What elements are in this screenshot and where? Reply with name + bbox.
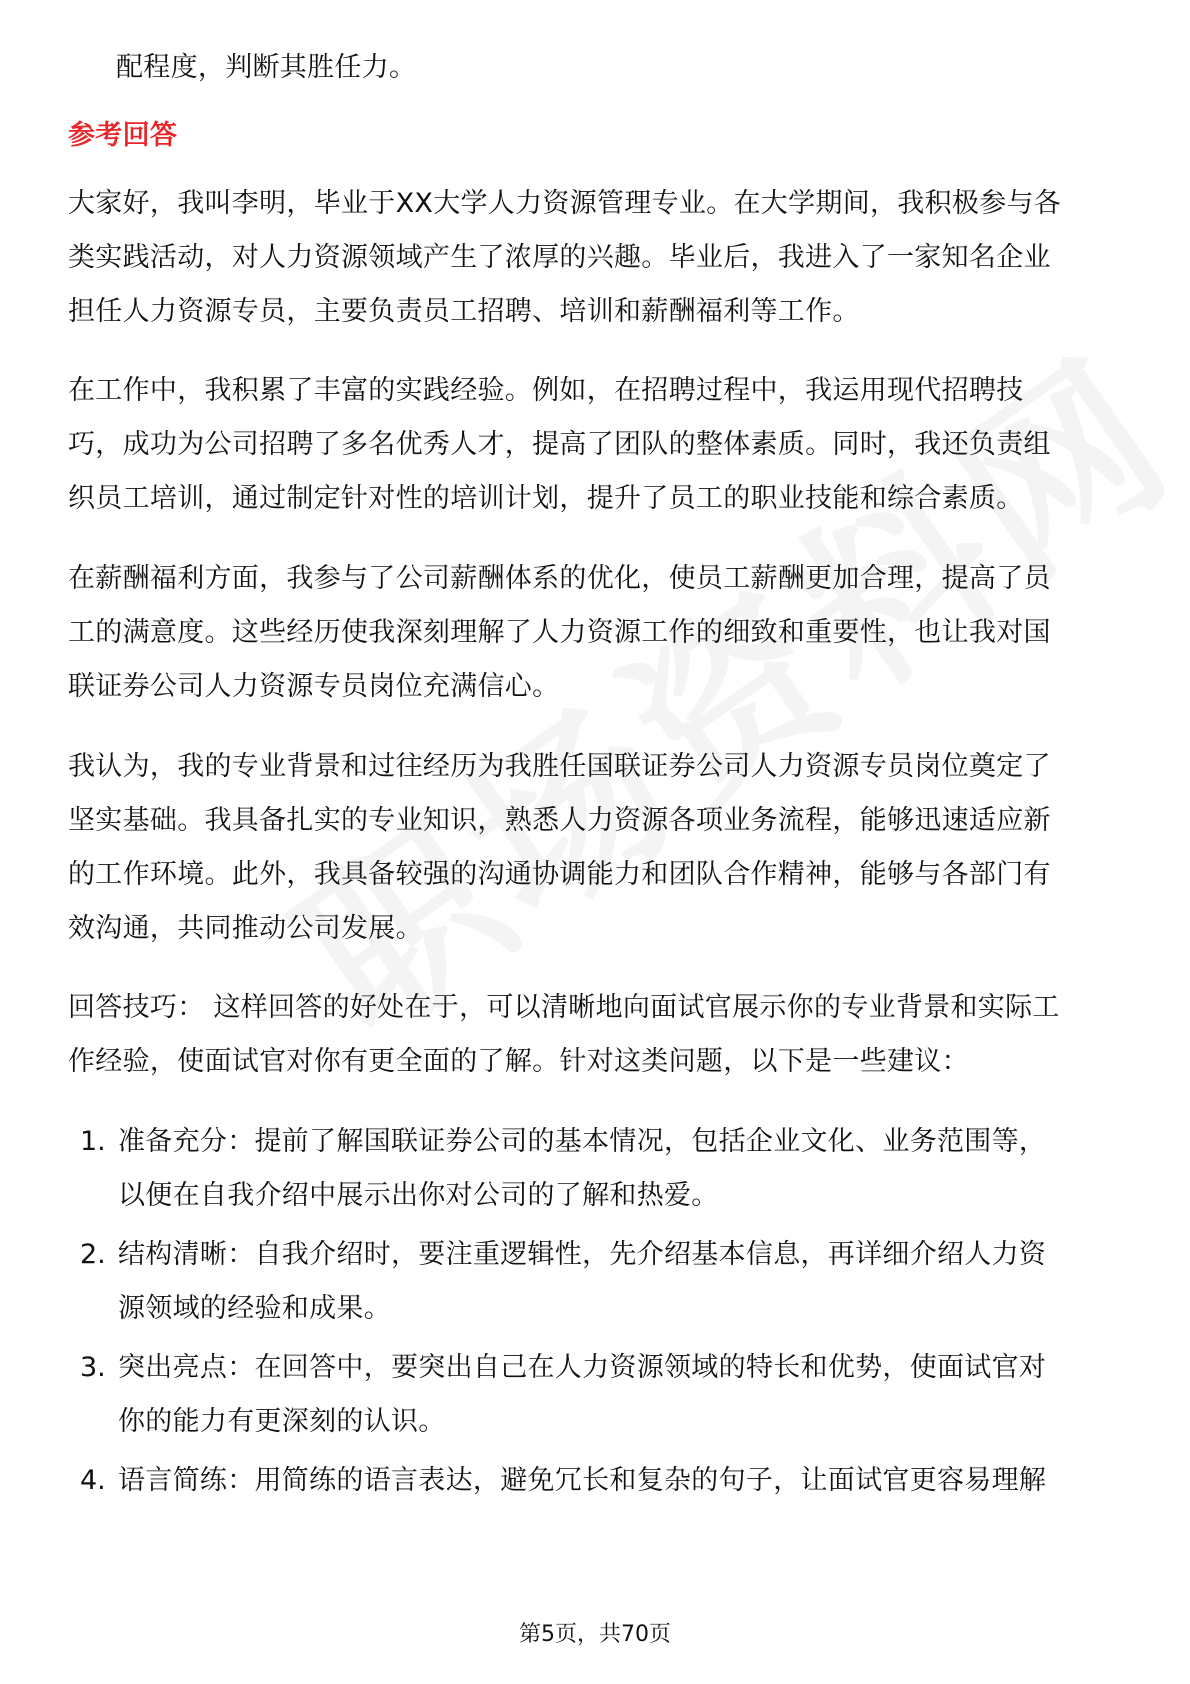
list-item-line: 突出亮点：在回答中，要突出自己在人力资源领域的特长和优势，使面试官对 [118,1352,1047,1383]
list-item-line: 结构清晰：自我介绍时，要注重逻辑性，先介绍基本信息，再详细介绍人力资 [118,1239,1047,1270]
paragraph-line: 类实践活动，对人力资源领域产生了浓厚的兴趣。毕业后，我进入了一家知名企业 [68,242,1051,273]
tips-line: 作经验，使面试官对你有更全面的了解。针对这类问题，以下是一些建议： [68,1046,969,1077]
paragraph-line: 大家好，我叫李明，毕业于XX大学人力资源管理专业。在大学期间，我积极参与各 [68,188,1062,219]
list-item-line: 以便在自我介绍中展示出你对公司的了解和热爱。 [118,1180,719,1211]
paragraph-line: 织员工培训，通过制定针对性的培训计划，提升了员工的职业技能和综合素质。 [68,483,1024,514]
paragraph-line: 在工作中，我积累了丰富的实践经验。例如，在招聘过程中，我运用现代招聘技 [68,375,1024,406]
page-footer: 第5页，共70页 [519,1622,671,1647]
paragraph-line: 巧，成功为公司招聘了多名优秀人才，提高了团队的整体素质。同时，我还负责组 [68,429,1051,460]
list-number: 1. [80,1126,106,1157]
intro-line: 配程度，判断其胜任力。 [116,52,417,83]
list-item-line: 你的能力有更深刻的认识。 [118,1406,446,1437]
list-item-line: 语言简练：用简练的语言表达，避免冗长和复杂的句子，让面试官更容易理解 [118,1465,1047,1496]
paragraph-line: 效沟通，共同推动公司发展。 [68,913,423,944]
list-number: 3. [80,1352,106,1383]
list-number: 2. [80,1239,106,1270]
paragraph-line: 坚实基础。我具备扎实的专业知识，熟悉人力资源各项业务流程，能够迅速适应新 [68,805,1051,836]
list-number: 4. [80,1465,106,1496]
paragraph-line: 联证券公司人力资源专员岗位充满信心。 [68,671,560,702]
tips-line: 回答技巧： 这样回答的好处在于，可以清晰地向面试官展示你的专业背景和实际工 [68,992,1060,1023]
section-heading: 参考回答 [68,120,178,151]
list-item-line: 源领域的经验和成果。 [118,1293,391,1324]
paragraph-line: 工的满意度。这些经历使我深刻理解了人力资源工作的细致和重要性，也让我对国 [68,617,1051,648]
paragraph-line: 在薪酬福利方面，我参与了公司薪酬体系的优化，使员工薪酬更加合理，提高了员 [68,563,1051,594]
paragraph-line: 的工作环境。此外，我具备较强的沟通协调能力和团队合作精神，能够与各部门有 [68,859,1051,890]
paragraph-line: 我认为，我的专业背景和过往经历为我胜任国联证券公司人力资源专员岗位奠定了 [68,751,1051,782]
list-item-line: 准备充分：提前了解国联证券公司的基本情况，包括企业文化、业务范围等， [118,1126,1047,1157]
paragraph-line: 担任人力资源专员，主要负责员工招聘、培训和薪酬福利等工作。 [68,296,860,327]
